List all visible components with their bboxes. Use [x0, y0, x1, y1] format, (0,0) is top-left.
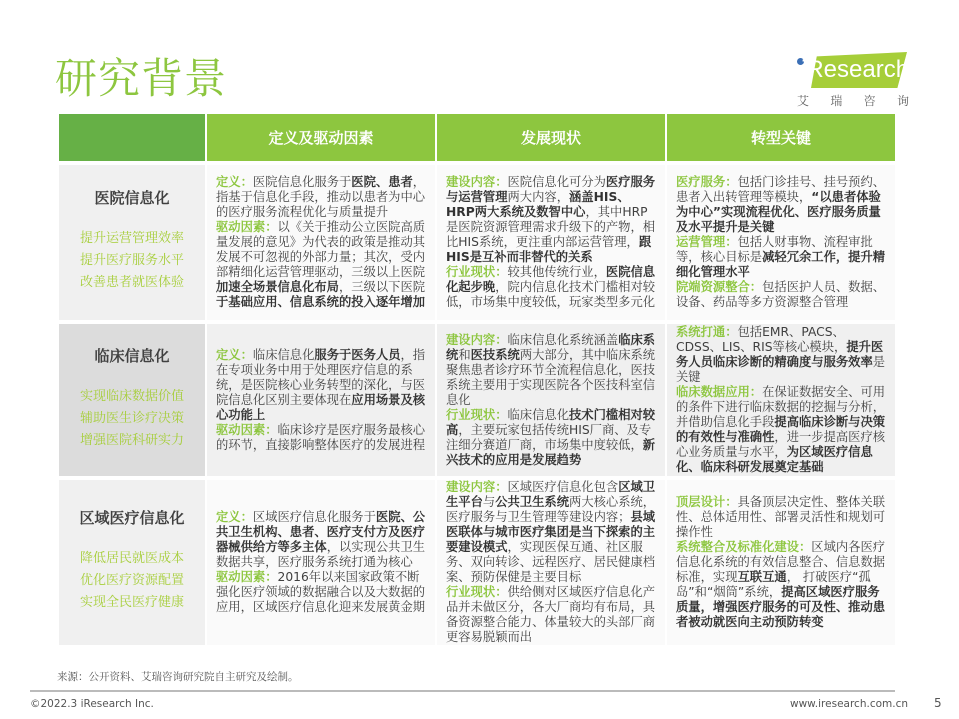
paragraph-label: 建设内容： [446, 332, 508, 347]
highlight-text: 应用场景及核心功能上 [216, 392, 426, 422]
highlight-text: 医院、患者 [351, 175, 413, 189]
highlight-text: 跟HIS是互补而非替代的关系 [446, 235, 652, 264]
content-paragraph [446, 333, 656, 408]
highlight-text: 公共卫生系统 [495, 495, 570, 509]
header-transformation: 转型关键 [667, 114, 895, 165]
page-number: 5 [934, 696, 942, 710]
content-paragraph [446, 175, 656, 265]
highlight-text: 医院信息化起步晚 [446, 265, 656, 294]
body-text: 在保证数据安全、可用的条件下进行临床数据的挖掘与分析，并借助信息化手段 [676, 385, 886, 429]
paragraph-label: 建设内容： [446, 480, 508, 494]
logo-char: 艾 [797, 94, 810, 108]
content-paragraph [676, 325, 886, 385]
highlight-text: 提高区域医疗服务质量，增强医疗服务的可及性、推动患者被动就医向主动预防转变 [676, 585, 886, 629]
body-text: 两大核心系统，医疗服务与卫生管理等建设内容； [446, 495, 656, 524]
paragraph-label: 行业现状： [446, 265, 508, 279]
content-paragraph [216, 423, 426, 453]
highlight-text: 于基础应用、信息系统的投入逐年增加 [216, 295, 426, 309]
iresearch-logo [795, 52, 915, 112]
content-paragraph [446, 265, 656, 310]
body-text: ，其中HRP是医院资源管理需求升级下的产物，相比HIS系统，更注重内部运营管理， [446, 205, 656, 249]
highlight-text: 服务于医务人员 [314, 347, 401, 362]
body-text: 临床信息化系统涵盖 [507, 332, 619, 347]
table-row [59, 324, 895, 480]
footer-divider [30, 690, 895, 692]
highlight-text: 县域医联体与城市医疗集团是当下探索的主要建设模式 [446, 510, 656, 554]
logo-char: 咨 [863, 94, 876, 108]
content-paragraph [216, 175, 426, 220]
row-goal: 辅助医生诊疗决策 [79, 410, 184, 426]
body-text: 两大部分，其中临床系统聚焦患者诊疗环节全流程信息化，医技系统主要用于实现医院各个医技科室信息化 [446, 347, 656, 407]
paragraph-label: 顶层设计： [676, 495, 738, 509]
highlight-text: 为区域医疗信息化、临床科研发展奠定基础 [676, 445, 873, 474]
body-text: 区域医疗信息化服务于 [252, 510, 376, 524]
content-cell [437, 165, 665, 324]
highlight-text: 区域卫生平台 [446, 480, 656, 509]
body-text: 区域医疗信息化包含 [507, 480, 619, 494]
body-text: 和 [458, 347, 471, 362]
body-text: ， 打破医疗“孤岛”和“烟筒”系统， [676, 570, 871, 599]
paragraph-label: 系统打通： [676, 325, 738, 339]
content-paragraph [446, 585, 656, 645]
highlight-text: “以患者体验为中心”实现流程优化、医疗服务质量及水平提升是关键 [676, 190, 881, 234]
body-text: 区域内各医疗信息化系统的有效信息整合、信息数据标准，实现 [676, 540, 886, 584]
highlight-text: 涵盖HIS、HRP两大系统及数智中心 [446, 190, 630, 219]
highlight-text: 医疗服务与运营管理 [446, 175, 656, 204]
highlight-text: 加速全场景信息化布局 [216, 280, 339, 294]
paragraph-label: 行业现状： [446, 407, 508, 422]
row-goal: 降低居民就医成本 [79, 551, 184, 566]
body-text: 两大内容， [507, 190, 569, 204]
body-text: ，三级以下医院 [338, 280, 426, 294]
content-paragraph [676, 540, 886, 630]
content-cell [207, 324, 435, 480]
paragraph-label: 院端资源整合： [676, 280, 763, 294]
table-header-row [59, 114, 895, 165]
logo-char: 询 [896, 94, 909, 108]
header-blank [59, 114, 205, 165]
row-goal: 实现全民医疗健康 [79, 595, 184, 610]
body-text: 较其他传统行业， [507, 265, 606, 279]
row-category-name: 临床信息化 [94, 346, 170, 365]
copyright: ©2022.3 iResearch Inc. [30, 698, 154, 710]
content-paragraph [676, 385, 886, 475]
paragraph-label: 驱动因素： [216, 570, 278, 584]
content-cell [667, 480, 895, 649]
row-category-cell [59, 324, 205, 480]
content-cell [437, 480, 665, 649]
highlight-text: 医技系统 [470, 347, 520, 362]
row-goal: 改善患者就医体验 [79, 275, 184, 290]
highlight-text: 新兴技术的应用是发展趋势 [446, 437, 656, 467]
row-category-name: 医院信息化 [94, 189, 170, 207]
body-text: 包括医护人员、数据、设备、药品等多方资源整合管理 [676, 280, 886, 309]
body-text: ，指在专项业务中用于处理医疗信息的系统，是医院核心业务转型的深化，与医院信息化区别主要体现在 [216, 347, 426, 407]
row-goal: 实现临床数据价值 [79, 388, 184, 404]
page-title: 研究背景 [55, 54, 228, 103]
content-cell [207, 480, 435, 649]
highlight-text: 互联互通 [737, 570, 787, 584]
row-goal: 增强医院科研实力 [79, 432, 184, 448]
research-background-table [57, 114, 897, 649]
logo-chinese-name [797, 92, 909, 109]
paragraph-label: 医疗服务： [676, 175, 738, 189]
header-definition: 定义及驱动因素 [207, 114, 435, 165]
highlight-text: 技术门槛相对较高 [446, 407, 656, 437]
paragraph-label: 定义： [216, 347, 253, 362]
body-text: 包括门诊挂号、挂号预约、患者入出转管理等模块， [676, 175, 886, 204]
highlight-text: 提高临床诊断与决策的有效性与准确性 [676, 415, 886, 444]
highlight-text: 医院、公共卫生机构、患者、医疗支付方及医疗器械供给方等多主体 [216, 510, 426, 554]
body-text: ，以实现公共卫生数据共享，医疗服务系统打通为核心 [216, 540, 426, 569]
logo-word: iResearch [801, 56, 910, 83]
body-text: ，实现医保互通、社区服务、双向转诊、远程医疗、居民健康档案、预防保健是主要目标 [446, 540, 656, 584]
website-link[interactable]: www.iresearch.com.cn [790, 698, 909, 710]
highlight-text: 提升医务人员临床诊断的精确度与服务效率 [676, 340, 884, 369]
row-category-cell [59, 480, 205, 649]
paragraph-label: 定义： [216, 175, 253, 189]
source-note: 来源：公开资料、艾瑞咨询研究院自主研究及绘制。 [57, 671, 299, 683]
body-text: 包括EMR、PACS、CDSS、LIS、RIS等核心模块， [676, 325, 847, 354]
logo-char: 瑞 [830, 94, 843, 108]
content-paragraph [216, 348, 426, 423]
body-text: 临床信息化 [507, 407, 569, 422]
table-row [59, 480, 895, 649]
content-cell [667, 165, 895, 324]
body-text: 医院信息化可分为 [507, 175, 606, 189]
content-paragraph [446, 408, 656, 468]
highlight-text: 减轻冗余工作，提升精细化管理水平 [676, 250, 886, 279]
content-paragraph [216, 570, 426, 615]
table-row [59, 165, 895, 324]
body-text: 与 [482, 495, 496, 509]
content-paragraph [676, 495, 886, 540]
body-text: ，院内信息化技术门槛相对较低，市场集中度较低，玩家类型多元化 [446, 280, 656, 309]
body-text: 临床信息化 [252, 347, 315, 362]
paragraph-label: 临床数据应用： [676, 385, 763, 399]
row-goal: 优化医疗资源配置 [79, 573, 184, 588]
body-text: 包括人财事物、流程审批等，核心目标是 [676, 235, 873, 264]
body-text: ，主要玩家包括传统HIS厂商、及专注细分赛道厂商，市场集中度较低， [446, 422, 652, 452]
body-text: 供给侧对区域医疗信息化产品并未做区分，各大厂商均有布局，具备资源整合能力、体量较大的头部厂商更容易脱颖而出 [446, 585, 656, 644]
body-text: ，进一步提高医疗核心业务质量与水平， [676, 430, 886, 459]
content-cell [207, 165, 435, 324]
body-text: 医院信息化服务于 [252, 175, 352, 189]
content-paragraph [676, 235, 886, 280]
body-text: 以《关于推动公立医院高质量发展的意见》为代表的政策是推动其发展不可忽视的外部力量；其次，受内部精细化运营管理驱动，三级以上医院 [216, 220, 426, 279]
highlight-text: 临床系统 [446, 332, 656, 362]
body-text: 具备顶层决定性、整体关联性、总体适用性、部署灵活性和规划可操作性 [676, 495, 886, 539]
content-paragraph [676, 175, 886, 235]
content-paragraph [216, 220, 426, 310]
content-cell [667, 324, 895, 480]
row-category-name: 区域医疗信息化 [79, 509, 185, 527]
body-text: ，指基于信息化手段，推动以患者为中心的医疗服务流程优化与质量提升 [216, 175, 426, 219]
body-text: 是关键 [676, 355, 886, 384]
paragraph-label: 行业现状： [446, 585, 508, 599]
row-category-cell [59, 165, 205, 324]
body-text: 临床诊疗是医疗服务最核心的环节，直接影响整体医疗的发展进程 [216, 422, 426, 452]
paragraph-label: 建设内容： [446, 175, 508, 189]
paragraph-label: 驱动因素： [216, 220, 278, 234]
paragraph-label: 运营管理： [676, 235, 738, 249]
content-paragraph [216, 510, 426, 570]
paragraph-label: 驱动因素： [216, 422, 278, 437]
content-cell [437, 324, 665, 480]
content-paragraph [676, 280, 886, 310]
header-status: 发展现状 [437, 114, 665, 165]
paragraph-label: 定义： [216, 510, 253, 524]
content-paragraph [446, 480, 656, 585]
row-goal: 提升运营管理效率 [79, 231, 184, 246]
paragraph-label: 系统整合及标准化建设： [676, 540, 812, 554]
body-text: 2016年以来国家政策不断强化医疗领域的数据融合以及大数据的应用，区域医疗信息化迎来发展黄金期 [216, 570, 426, 614]
row-goal: 提升医疗服务水平 [79, 253, 184, 268]
